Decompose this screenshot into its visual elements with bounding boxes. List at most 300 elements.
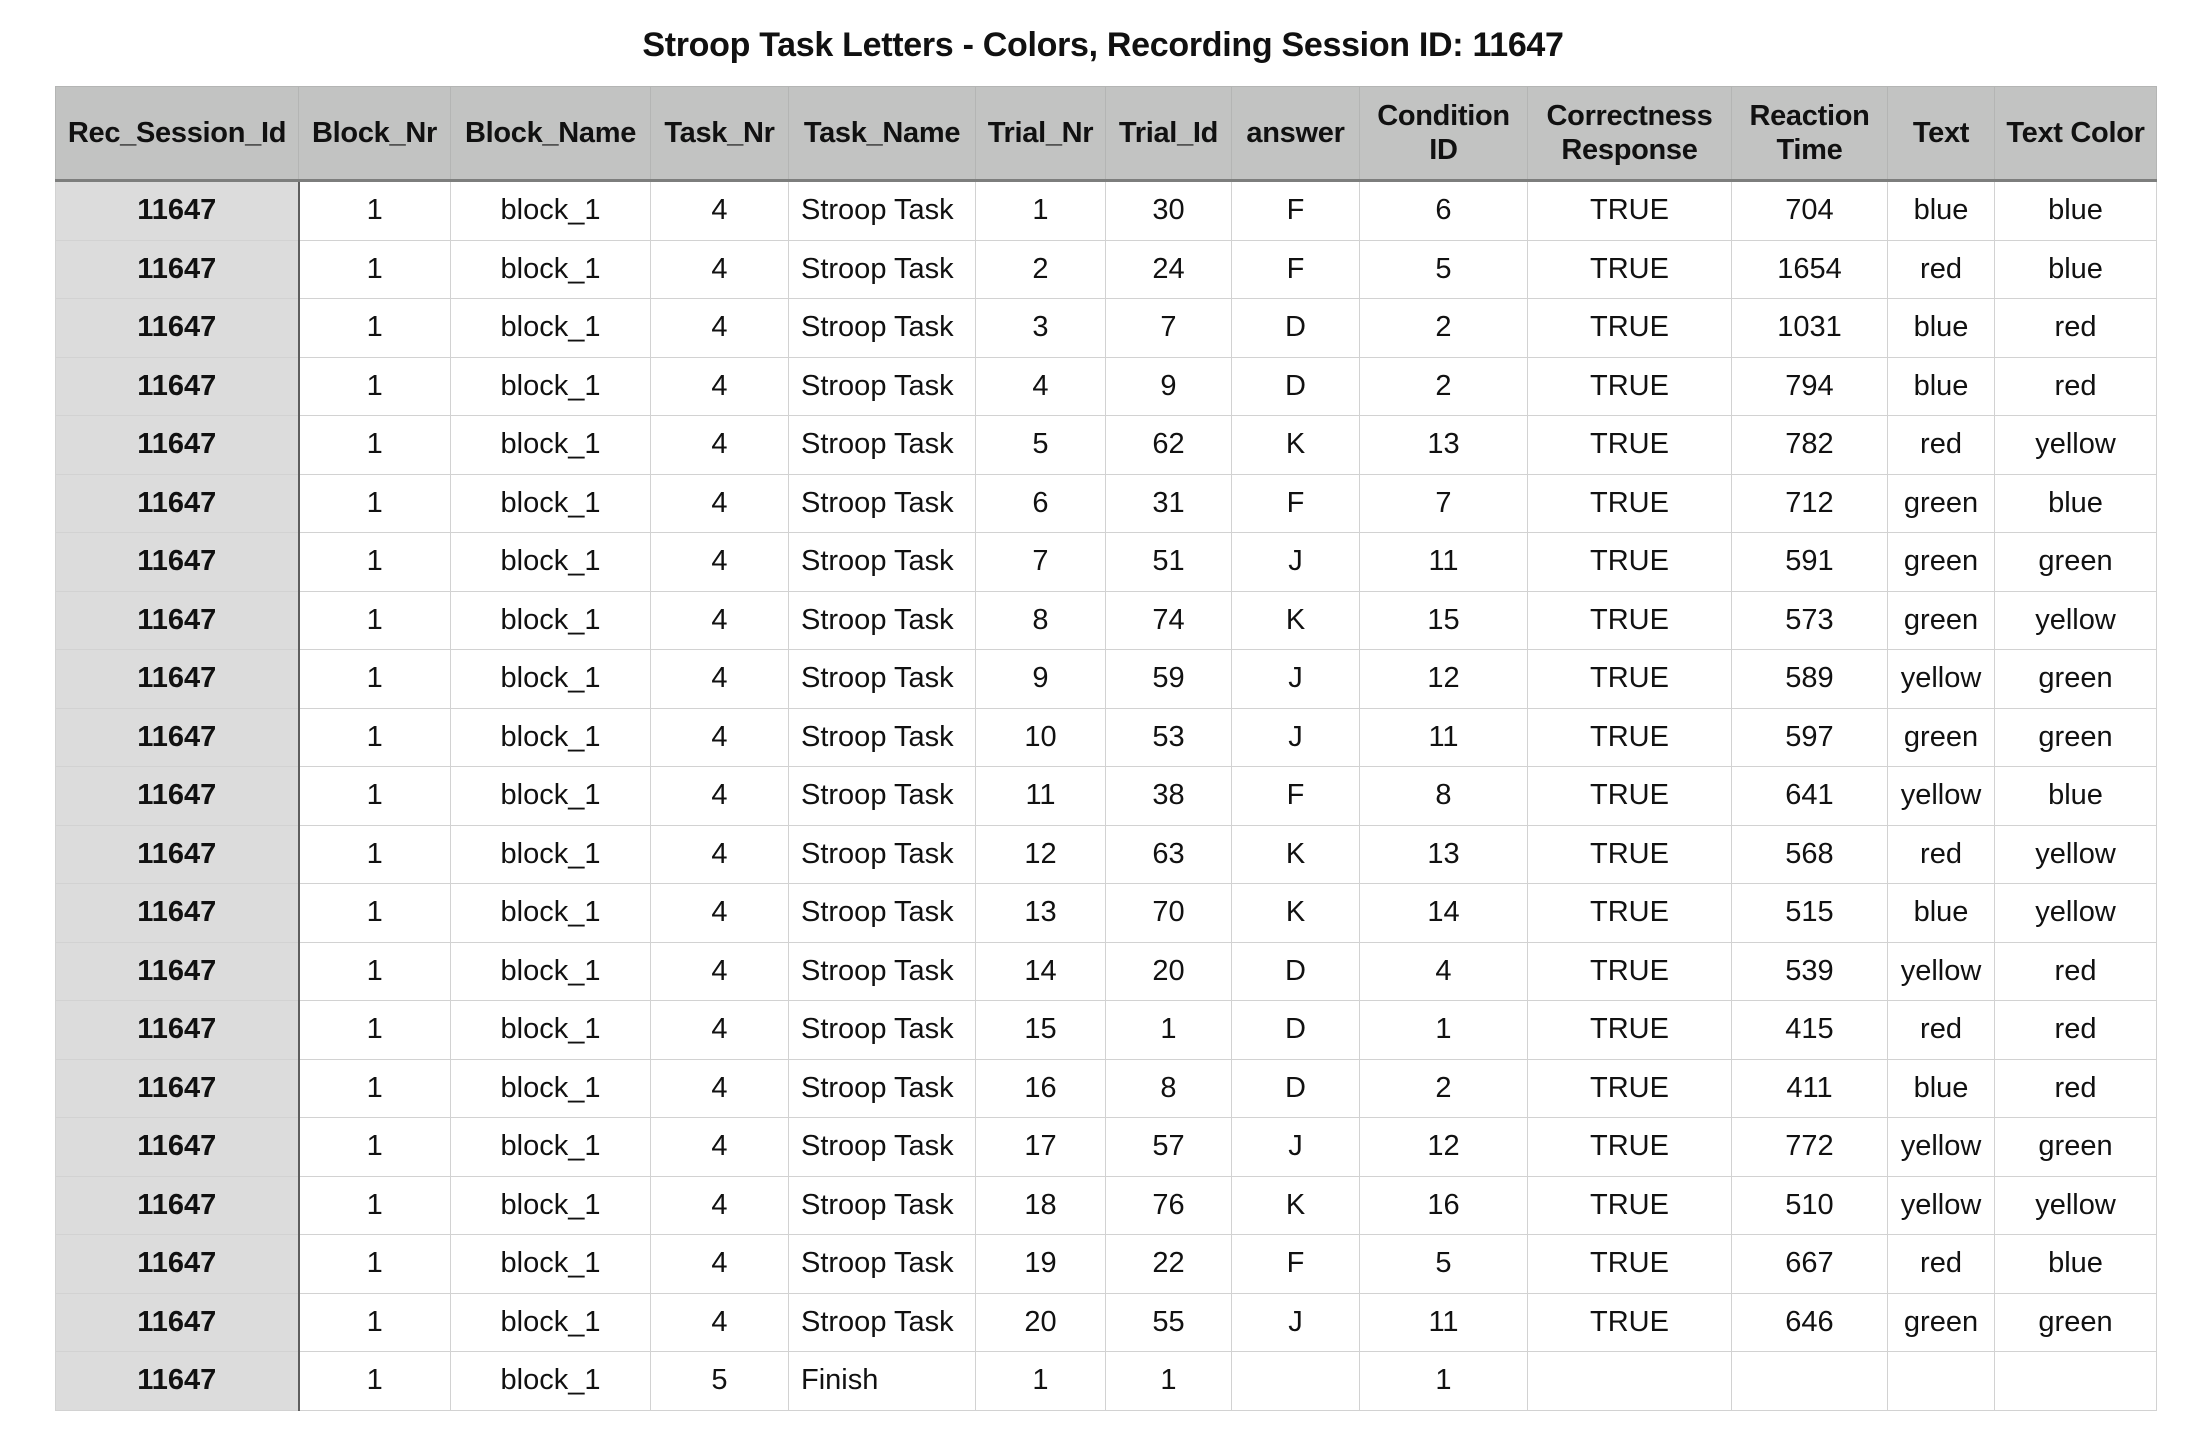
cell-correctness-response[interactable]: TRUE: [1528, 474, 1732, 533]
cell-correctness-response[interactable]: TRUE: [1528, 825, 1732, 884]
cell-text-color[interactable]: [1995, 1352, 2157, 1411]
cell-block-name[interactable]: block_1: [451, 1293, 651, 1352]
cell-block-nr[interactable]: 1: [299, 591, 451, 650]
cell-rec-session-id[interactable]: 11647: [56, 1059, 299, 1118]
cell-task-nr[interactable]: 4: [651, 474, 789, 533]
cell-block-nr[interactable]: 1: [299, 767, 451, 826]
cell-text[interactable]: yellow: [1888, 767, 1995, 826]
cell-task-nr[interactable]: 4: [651, 1293, 789, 1352]
cell-condition-id[interactable]: 8: [1360, 767, 1528, 826]
cell-text[interactable]: blue: [1888, 1059, 1995, 1118]
cell-block-nr[interactable]: 1: [299, 825, 451, 884]
cell-text-color[interactable]: green: [1995, 1293, 2157, 1352]
cell-trial-nr[interactable]: 5: [976, 416, 1106, 475]
cell-block-name[interactable]: block_1: [451, 1235, 651, 1294]
cell-task-nr[interactable]: 4: [651, 942, 789, 1001]
cell-text-color[interactable]: green: [1995, 708, 2157, 767]
cell-trial-id[interactable]: 20: [1106, 942, 1232, 1001]
cell-condition-id[interactable]: 7: [1360, 474, 1528, 533]
cell-trial-nr[interactable]: 8: [976, 591, 1106, 650]
cell-task-name[interactable]: Stroop Task: [789, 825, 976, 884]
cell-trial-id[interactable]: 57: [1106, 1118, 1232, 1177]
cell-block-name[interactable]: block_1: [451, 357, 651, 416]
cell-reaction-time[interactable]: 704: [1732, 181, 1888, 241]
cell-text[interactable]: green: [1888, 708, 1995, 767]
cell-reaction-time[interactable]: 411: [1732, 1059, 1888, 1118]
cell-block-nr[interactable]: 1: [299, 1001, 451, 1060]
cell-reaction-time[interactable]: 1031: [1732, 299, 1888, 358]
cell-text-color[interactable]: blue: [1995, 181, 2157, 241]
cell-reaction-time[interactable]: 510: [1732, 1176, 1888, 1235]
cell-trial-id[interactable]: 74: [1106, 591, 1232, 650]
cell-trial-nr[interactable]: 16: [976, 1059, 1106, 1118]
cell-block-name[interactable]: block_1: [451, 884, 651, 943]
cell-answer[interactable]: D: [1232, 942, 1360, 1001]
cell-rec-session-id[interactable]: 11647: [56, 650, 299, 709]
cell-task-name[interactable]: Stroop Task: [789, 650, 976, 709]
cell-trial-nr[interactable]: 12: [976, 825, 1106, 884]
cell-text-color[interactable]: blue: [1995, 240, 2157, 299]
cell-text[interactable]: blue: [1888, 884, 1995, 943]
cell-reaction-time[interactable]: 782: [1732, 416, 1888, 475]
cell-rec-session-id[interactable]: 11647: [56, 1118, 299, 1177]
cell-text[interactable]: red: [1888, 240, 1995, 299]
cell-text[interactable]: blue: [1888, 299, 1995, 358]
cell-block-nr[interactable]: 1: [299, 708, 451, 767]
cell-condition-id[interactable]: 12: [1360, 650, 1528, 709]
cell-task-name[interactable]: Stroop Task: [789, 357, 976, 416]
cell-rec-session-id[interactable]: 11647: [56, 1293, 299, 1352]
cell-condition-id[interactable]: 11: [1360, 533, 1528, 592]
cell-text-color[interactable]: yellow: [1995, 416, 2157, 475]
cell-block-name[interactable]: block_1: [451, 474, 651, 533]
cell-correctness-response[interactable]: TRUE: [1528, 591, 1732, 650]
cell-answer[interactable]: D: [1232, 357, 1360, 416]
cell-text-color[interactable]: green: [1995, 533, 2157, 592]
cell-text-color[interactable]: red: [1995, 942, 2157, 1001]
cell-text[interactable]: [1888, 1352, 1995, 1411]
cell-answer[interactable]: F: [1232, 181, 1360, 241]
cell-correctness-response[interactable]: TRUE: [1528, 767, 1732, 826]
cell-condition-id[interactable]: 14: [1360, 884, 1528, 943]
column-header-block-nr[interactable]: Block_Nr: [299, 87, 451, 181]
cell-block-nr[interactable]: 1: [299, 1352, 451, 1411]
cell-task-name[interactable]: Stroop Task: [789, 1235, 976, 1294]
cell-answer[interactable]: F: [1232, 474, 1360, 533]
cell-block-name[interactable]: block_1: [451, 825, 651, 884]
cell-correctness-response[interactable]: TRUE: [1528, 884, 1732, 943]
cell-correctness-response[interactable]: [1528, 1352, 1732, 1411]
cell-correctness-response[interactable]: TRUE: [1528, 708, 1732, 767]
cell-text[interactable]: yellow: [1888, 942, 1995, 1001]
cell-trial-id[interactable]: 22: [1106, 1235, 1232, 1294]
cell-block-name[interactable]: block_1: [451, 1001, 651, 1060]
cell-block-nr[interactable]: 1: [299, 416, 451, 475]
cell-trial-nr[interactable]: 18: [976, 1176, 1106, 1235]
cell-condition-id[interactable]: 15: [1360, 591, 1528, 650]
cell-task-name[interactable]: Stroop Task: [789, 1293, 976, 1352]
column-header-trial-nr[interactable]: Trial_Nr: [976, 87, 1106, 181]
cell-text-color[interactable]: yellow: [1995, 1176, 2157, 1235]
cell-correctness-response[interactable]: TRUE: [1528, 1293, 1732, 1352]
cell-task-nr[interactable]: 4: [651, 884, 789, 943]
cell-task-name[interactable]: Stroop Task: [789, 884, 976, 943]
column-header-condition-id[interactable]: Condition ID: [1360, 87, 1528, 181]
cell-correctness-response[interactable]: TRUE: [1528, 942, 1732, 1001]
cell-condition-id[interactable]: 2: [1360, 1059, 1528, 1118]
column-header-reaction-time[interactable]: Reaction Time: [1732, 87, 1888, 181]
cell-trial-nr[interactable]: 2: [976, 240, 1106, 299]
cell-task-nr[interactable]: 4: [651, 591, 789, 650]
cell-reaction-time[interactable]: 573: [1732, 591, 1888, 650]
cell-rec-session-id[interactable]: 11647: [56, 1235, 299, 1294]
cell-block-nr[interactable]: 1: [299, 1235, 451, 1294]
cell-block-nr[interactable]: 1: [299, 474, 451, 533]
cell-block-nr[interactable]: 1: [299, 884, 451, 943]
cell-condition-id[interactable]: 11: [1360, 1293, 1528, 1352]
cell-answer[interactable]: J: [1232, 1118, 1360, 1177]
header-row: [56, 87, 2157, 181]
cell-task-name[interactable]: Stroop Task: [789, 474, 976, 533]
cell-trial-id[interactable]: 31: [1106, 474, 1232, 533]
column-header-block-name[interactable]: Block_Name: [451, 87, 651, 181]
cell-task-name[interactable]: Stroop Task: [789, 591, 976, 650]
cell-reaction-time[interactable]: 515: [1732, 884, 1888, 943]
table-row: [56, 825, 2157, 884]
cell-trial-nr[interactable]: 10: [976, 708, 1106, 767]
cell-trial-id[interactable]: 30: [1106, 181, 1232, 241]
cell-reaction-time[interactable]: 568: [1732, 825, 1888, 884]
cell-task-name[interactable]: Stroop Task: [789, 1059, 976, 1118]
cell-answer[interactable]: D: [1232, 1001, 1360, 1060]
cell-trial-id[interactable]: 62: [1106, 416, 1232, 475]
cell-text[interactable]: yellow: [1888, 1118, 1995, 1177]
cell-condition-id[interactable]: 12: [1360, 1118, 1528, 1177]
cell-task-nr[interactable]: 4: [651, 1235, 789, 1294]
cell-block-name[interactable]: block_1: [451, 650, 651, 709]
column-header-task-nr[interactable]: Task_Nr: [651, 87, 789, 181]
cell-task-nr[interactable]: 4: [651, 708, 789, 767]
cell-trial-nr[interactable]: 4: [976, 357, 1106, 416]
cell-correctness-response[interactable]: TRUE: [1528, 1176, 1732, 1235]
cell-text-color[interactable]: yellow: [1995, 884, 2157, 943]
table-row: [56, 240, 2157, 299]
cell-answer[interactable]: K: [1232, 825, 1360, 884]
cell-trial-nr[interactable]: 19: [976, 1235, 1106, 1294]
cell-trial-id[interactable]: 53: [1106, 708, 1232, 767]
cell-text-color[interactable]: blue: [1995, 1235, 2157, 1294]
cell-rec-session-id[interactable]: 11647: [56, 825, 299, 884]
cell-condition-id[interactable]: 1: [1360, 1352, 1528, 1411]
column-header-task-name[interactable]: Task_Name: [789, 87, 976, 181]
cell-text-color[interactable]: yellow: [1995, 825, 2157, 884]
cell-task-name[interactable]: Stroop Task: [789, 767, 976, 826]
cell-trial-nr[interactable]: 20: [976, 1293, 1106, 1352]
cell-trial-nr[interactable]: 1: [976, 1352, 1106, 1411]
cell-correctness-response[interactable]: TRUE: [1528, 650, 1732, 709]
cell-trial-nr[interactable]: 9: [976, 650, 1106, 709]
cell-reaction-time[interactable]: 415: [1732, 1001, 1888, 1060]
cell-task-nr[interactable]: 4: [651, 1176, 789, 1235]
cell-text-color[interactable]: red: [1995, 1001, 2157, 1060]
cell-block-nr[interactable]: 1: [299, 533, 451, 592]
cell-trial-id[interactable]: 76: [1106, 1176, 1232, 1235]
cell-answer[interactable]: F: [1232, 1235, 1360, 1294]
cell-correctness-response[interactable]: TRUE: [1528, 1235, 1732, 1294]
cell-task-name[interactable]: Stroop Task: [789, 942, 976, 1001]
cell-rec-session-id[interactable]: 11647: [56, 708, 299, 767]
cell-condition-id[interactable]: 2: [1360, 357, 1528, 416]
cell-block-nr[interactable]: 1: [299, 1293, 451, 1352]
cell-correctness-response[interactable]: TRUE: [1528, 299, 1732, 358]
cell-text[interactable]: red: [1888, 1235, 1995, 1294]
cell-trial-nr[interactable]: 7: [976, 533, 1106, 592]
cell-trial-nr[interactable]: 1: [976, 181, 1106, 241]
cell-answer[interactable]: J: [1232, 650, 1360, 709]
cell-condition-id[interactable]: 16: [1360, 1176, 1528, 1235]
cell-condition-id[interactable]: 4: [1360, 942, 1528, 1001]
cell-correctness-response[interactable]: TRUE: [1528, 1059, 1732, 1118]
cell-text[interactable]: green: [1888, 591, 1995, 650]
cell-text[interactable]: blue: [1888, 181, 1995, 241]
cell-correctness-response[interactable]: TRUE: [1528, 181, 1732, 241]
cell-task-nr[interactable]: 4: [651, 357, 789, 416]
cell-task-name[interactable]: Stroop Task: [789, 1001, 976, 1060]
cell-correctness-response[interactable]: TRUE: [1528, 533, 1732, 592]
table-row: [56, 357, 2157, 416]
cell-rec-session-id[interactable]: 11647: [56, 1352, 299, 1411]
cell-reaction-time[interactable]: 589: [1732, 650, 1888, 709]
table-row: [56, 474, 2157, 533]
cell-rec-session-id[interactable]: 11647: [56, 591, 299, 650]
cell-correctness-response[interactable]: TRUE: [1528, 1001, 1732, 1060]
cell-block-nr[interactable]: 1: [299, 942, 451, 1001]
cell-rec-session-id[interactable]: 11647: [56, 299, 299, 358]
column-header-correctness-response[interactable]: Correctness Response: [1528, 87, 1732, 181]
cell-block-nr[interactable]: 1: [299, 181, 451, 241]
table-row: [56, 708, 2157, 767]
cell-text-color[interactable]: yellow: [1995, 591, 2157, 650]
column-header-trial-id[interactable]: Trial_Id: [1106, 87, 1232, 181]
cell-correctness-response[interactable]: TRUE: [1528, 1118, 1732, 1177]
cell-trial-id[interactable]: 1: [1106, 1352, 1232, 1411]
cell-rec-session-id[interactable]: 11647: [56, 181, 299, 241]
cell-rec-session-id[interactable]: 11647: [56, 884, 299, 943]
cell-text[interactable]: green: [1888, 1293, 1995, 1352]
cell-text-color[interactable]: red: [1995, 1059, 2157, 1118]
cell-block-nr[interactable]: 1: [299, 650, 451, 709]
column-header-answer[interactable]: answer: [1232, 87, 1360, 181]
cell-task-name[interactable]: Finish: [789, 1352, 976, 1411]
cell-correctness-response[interactable]: TRUE: [1528, 416, 1732, 475]
cell-answer[interactable]: D: [1232, 299, 1360, 358]
cell-correctness-response[interactable]: TRUE: [1528, 240, 1732, 299]
cell-block-name[interactable]: block_1: [451, 181, 651, 241]
cell-reaction-time[interactable]: 641: [1732, 767, 1888, 826]
cell-block-name[interactable]: block_1: [451, 591, 651, 650]
cell-block-nr[interactable]: 1: [299, 1059, 451, 1118]
cell-text[interactable]: red: [1888, 416, 1995, 475]
cell-reaction-time[interactable]: 1654: [1732, 240, 1888, 299]
cell-trial-id[interactable]: 7: [1106, 299, 1232, 358]
table-body: [56, 181, 2157, 1411]
cell-condition-id[interactable]: 2: [1360, 299, 1528, 358]
table-row: [56, 1059, 2157, 1118]
cell-rec-session-id[interactable]: 11647: [56, 767, 299, 826]
cell-condition-id[interactable]: 5: [1360, 1235, 1528, 1294]
cell-block-name[interactable]: block_1: [451, 1118, 651, 1177]
cell-block-nr[interactable]: 1: [299, 1176, 451, 1235]
cell-block-name[interactable]: block_1: [451, 767, 651, 826]
cell-answer[interactable]: J: [1232, 708, 1360, 767]
cell-answer[interactable]: D: [1232, 1059, 1360, 1118]
cell-answer[interactable]: J: [1232, 533, 1360, 592]
cell-reaction-time[interactable]: 591: [1732, 533, 1888, 592]
cell-task-nr[interactable]: 4: [651, 650, 789, 709]
cell-reaction-time[interactable]: 646: [1732, 1293, 1888, 1352]
cell-answer[interactable]: F: [1232, 240, 1360, 299]
cell-task-name[interactable]: Stroop Task: [789, 708, 976, 767]
cell-task-nr[interactable]: 4: [651, 825, 789, 884]
cell-trial-id[interactable]: 70: [1106, 884, 1232, 943]
cell-task-nr[interactable]: 4: [651, 181, 789, 241]
cell-task-nr[interactable]: 4: [651, 1118, 789, 1177]
cell-reaction-time[interactable]: [1732, 1352, 1888, 1411]
cell-trial-nr[interactable]: 13: [976, 884, 1106, 943]
cell-text[interactable]: blue: [1888, 357, 1995, 416]
cell-text-color[interactable]: red: [1995, 299, 2157, 358]
cell-task-name[interactable]: Stroop Task: [789, 181, 976, 241]
cell-reaction-time[interactable]: 667: [1732, 1235, 1888, 1294]
cell-reaction-time[interactable]: 539: [1732, 942, 1888, 1001]
cell-task-nr[interactable]: 4: [651, 1059, 789, 1118]
cell-rec-session-id[interactable]: 11647: [56, 474, 299, 533]
cell-text[interactable]: red: [1888, 825, 1995, 884]
cell-task-nr[interactable]: 4: [651, 533, 789, 592]
cell-rec-session-id[interactable]: 11647: [56, 942, 299, 1001]
cell-block-name[interactable]: block_1: [451, 299, 651, 358]
cell-condition-id[interactable]: 13: [1360, 416, 1528, 475]
cell-reaction-time[interactable]: 772: [1732, 1118, 1888, 1177]
cell-task-nr[interactable]: 4: [651, 767, 789, 826]
cell-answer[interactable]: K: [1232, 1176, 1360, 1235]
cell-text-color[interactable]: red: [1995, 357, 2157, 416]
cell-text-color[interactable]: green: [1995, 650, 2157, 709]
cell-trial-id[interactable]: 63: [1106, 825, 1232, 884]
cell-condition-id[interactable]: 11: [1360, 708, 1528, 767]
cell-task-nr[interactable]: 4: [651, 1001, 789, 1060]
cell-block-nr[interactable]: 1: [299, 1118, 451, 1177]
cell-trial-id[interactable]: 8: [1106, 1059, 1232, 1118]
cell-correctness-response[interactable]: TRUE: [1528, 357, 1732, 416]
cell-block-name[interactable]: block_1: [451, 1059, 651, 1118]
cell-trial-id[interactable]: 38: [1106, 767, 1232, 826]
cell-block-nr[interactable]: 1: [299, 240, 451, 299]
cell-task-name[interactable]: Stroop Task: [789, 1176, 976, 1235]
cell-rec-session-id[interactable]: 11647: [56, 357, 299, 416]
cell-trial-nr[interactable]: 15: [976, 1001, 1106, 1060]
cell-trial-id[interactable]: 9: [1106, 357, 1232, 416]
table-row: [56, 1176, 2157, 1235]
cell-rec-session-id[interactable]: 11647: [56, 240, 299, 299]
table-row: [56, 1118, 2157, 1177]
cell-text[interactable]: green: [1888, 533, 1995, 592]
column-header-text[interactable]: Text: [1888, 87, 1995, 181]
cell-trial-nr[interactable]: 3: [976, 299, 1106, 358]
cell-block-nr[interactable]: 1: [299, 357, 451, 416]
cell-task-nr[interactable]: 4: [651, 299, 789, 358]
cell-answer[interactable]: K: [1232, 416, 1360, 475]
cell-trial-id[interactable]: 59: [1106, 650, 1232, 709]
cell-trial-id[interactable]: 24: [1106, 240, 1232, 299]
cell-text-color[interactable]: blue: [1995, 474, 2157, 533]
cell-reaction-time[interactable]: 597: [1732, 708, 1888, 767]
cell-trial-id[interactable]: 51: [1106, 533, 1232, 592]
cell-task-nr[interactable]: 4: [651, 416, 789, 475]
cell-task-nr[interactable]: 4: [651, 240, 789, 299]
cell-answer[interactable]: F: [1232, 767, 1360, 826]
cell-answer[interactable]: K: [1232, 884, 1360, 943]
data-table: [55, 86, 2157, 1411]
cell-task-name[interactable]: Stroop Task: [789, 299, 976, 358]
cell-task-nr[interactable]: 5: [651, 1352, 789, 1411]
cell-task-name[interactable]: Stroop Task: [789, 416, 976, 475]
cell-trial-nr[interactable]: 11: [976, 767, 1106, 826]
cell-block-name[interactable]: block_1: [451, 1352, 651, 1411]
cell-block-name[interactable]: block_1: [451, 708, 651, 767]
cell-condition-id[interactable]: 1: [1360, 1001, 1528, 1060]
cell-answer[interactable]: K: [1232, 591, 1360, 650]
cell-condition-id[interactable]: 6: [1360, 181, 1528, 241]
cell-reaction-time[interactable]: 794: [1732, 357, 1888, 416]
cell-rec-session-id[interactable]: 11647: [56, 416, 299, 475]
cell-text[interactable]: yellow: [1888, 1176, 1995, 1235]
cell-trial-nr[interactable]: 14: [976, 942, 1106, 1001]
cell-condition-id[interactable]: 13: [1360, 825, 1528, 884]
cell-text[interactable]: yellow: [1888, 650, 1995, 709]
table-row: [56, 1293, 2157, 1352]
cell-text-color[interactable]: green: [1995, 1118, 2157, 1177]
cell-text[interactable]: green: [1888, 474, 1995, 533]
table-row: [56, 1235, 2157, 1294]
cell-rec-session-id[interactable]: 11647: [56, 1176, 299, 1235]
cell-block-name[interactable]: block_1: [451, 416, 651, 475]
cell-condition-id[interactable]: 5: [1360, 240, 1528, 299]
column-header-rec-session-id[interactable]: Rec_Session_Id: [56, 87, 299, 181]
cell-trial-id[interactable]: 55: [1106, 1293, 1232, 1352]
cell-trial-nr[interactable]: 6: [976, 474, 1106, 533]
cell-block-name[interactable]: block_1: [451, 533, 651, 592]
cell-answer[interactable]: [1232, 1352, 1360, 1411]
cell-answer[interactable]: J: [1232, 1293, 1360, 1352]
cell-block-nr[interactable]: 1: [299, 299, 451, 358]
cell-reaction-time[interactable]: 712: [1732, 474, 1888, 533]
cell-rec-session-id[interactable]: 11647: [56, 533, 299, 592]
table-row: [56, 650, 2157, 709]
cell-block-name[interactable]: block_1: [451, 1176, 651, 1235]
column-header-text-color[interactable]: Text Color: [1995, 87, 2157, 181]
cell-task-name[interactable]: Stroop Task: [789, 240, 976, 299]
cell-text[interactable]: red: [1888, 1001, 1995, 1060]
cell-trial-nr[interactable]: 17: [976, 1118, 1106, 1177]
cell-text-color[interactable]: blue: [1995, 767, 2157, 826]
cell-block-name[interactable]: block_1: [451, 240, 651, 299]
cell-rec-session-id[interactable]: 11647: [56, 1001, 299, 1060]
cell-task-name[interactable]: Stroop Task: [789, 1118, 976, 1177]
cell-trial-id[interactable]: 1: [1106, 1001, 1232, 1060]
cell-block-name[interactable]: block_1: [451, 942, 651, 1001]
cell-task-name[interactable]: Stroop Task: [789, 533, 976, 592]
